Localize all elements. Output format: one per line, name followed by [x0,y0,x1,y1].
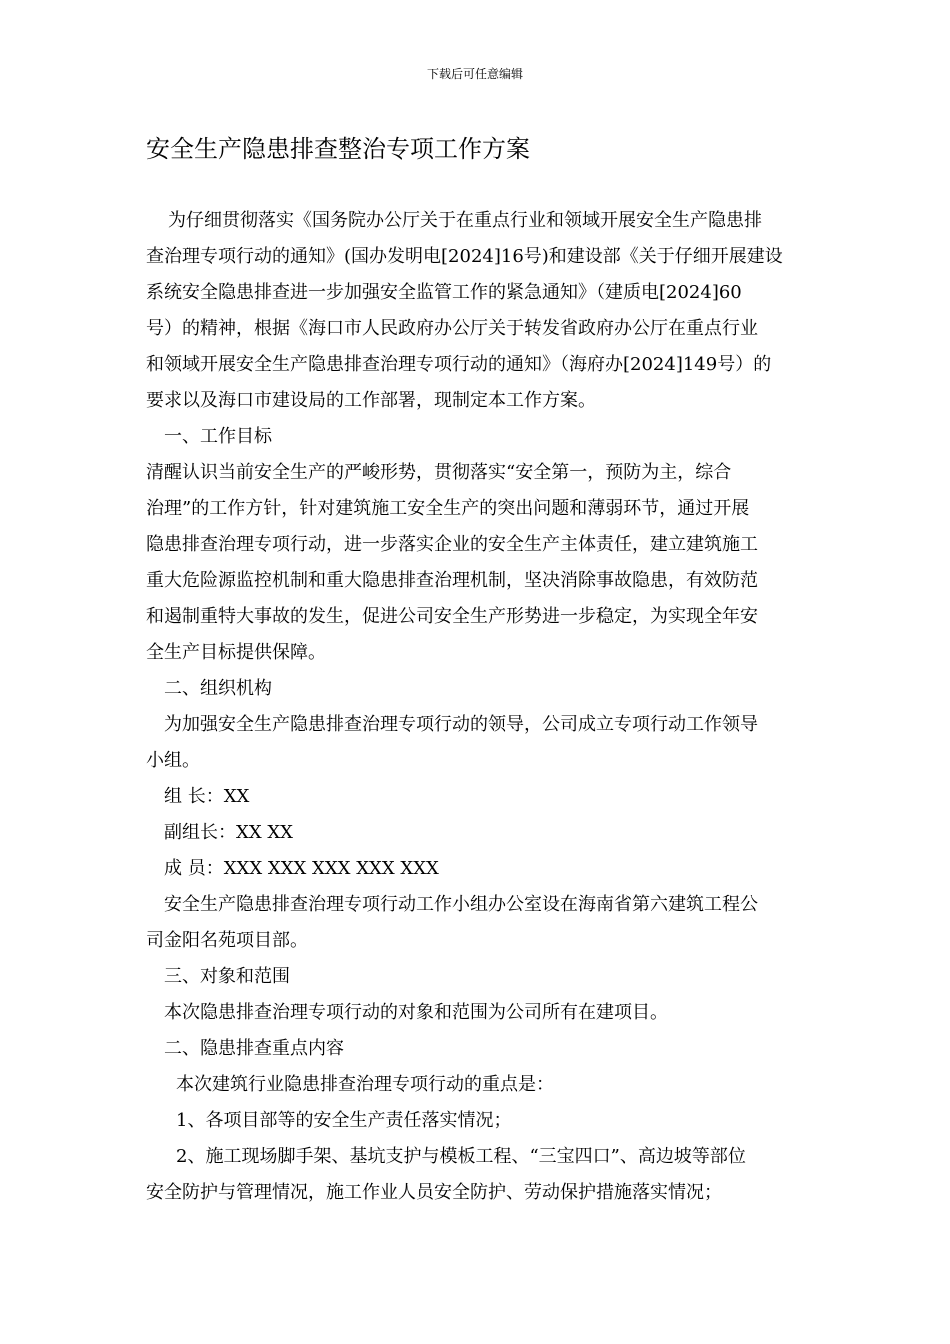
section-heading: 一、工作目标 [164,426,272,447]
intro-line: 要求以及海口市建设局的工作部署，现制定本工作方案。 [146,390,596,411]
document-title: 安全生产隐患排查整治专项工作方案 [146,135,530,163]
paragraph-line: 安全生产隐患排查治理专项行动工作小组办公室设在海南省第六建筑工程公 [164,894,758,915]
header-note: 下载后可任意编辑 [426,67,523,81]
document-body [146,203,806,1211]
paragraph-line: 和遏制重特大事故的发生，促进公司安全生产形势进一步稳定，为实现全年安 [146,606,758,627]
paragraph-line: 清醒认识当前安全生产的严峻形势，贯彻落实“安全第一，预防为主，综合 [146,462,732,483]
team-leader: 组 长：XX [164,786,250,807]
paragraph-line: 司金阳名苑项目部。 [146,930,308,951]
paragraph-line: 为加强安全生产隐患排查治理专项行动的领导，公司成立专项行动工作领导 [164,714,758,735]
paragraph-line: 全生产目标提供保障。 [146,642,326,663]
section-heading: 二、组织机构 [164,678,272,699]
intro-line: 系统安全隐患排查进一步加强安全监管工作的紧急通知》（建质电[2024]60 [146,282,742,303]
team-deputy: 副组长：XX XX [164,822,293,843]
team-members: 成 员：XXX XXX XXX XXX XXX [164,858,439,879]
paragraph-line: 本次隐患排查治理专项行动的对象和范围为公司所有在建项目。 [164,1002,668,1023]
paragraph-line: 重大危险源监控机制和重大隐患排查治理机制，坚决消除事故隐患，有效防范 [146,570,758,591]
intro-line: 为仔细贯彻落实《国务院办公厅关于在重点行业和领域开展安全生产隐患排 [168,210,762,231]
intro-line: 查治理专项行动的通知》(国办发明电[2024]16号)和建设部《关于仔细开展建设 [146,246,783,267]
section-heading: 三、对象和范围 [164,966,290,987]
paragraph-line: 治理”的工作方针，针对建筑施工安全生产的突出问题和薄弱环节，通过开展 [146,498,750,519]
section-heading: 二、隐患排查重点内容 [164,1038,344,1059]
list-item-continuation: 安全防护与管理情况，施工作业人员安全防护、劳动保护措施落实情况； [146,1182,722,1203]
paragraph-line: 小组。 [146,750,200,771]
intro-line: 和领域开展安全生产隐患排查治理专项行动的通知》（海府办[2024]149号）的 [146,354,772,375]
paragraph-line: 隐患排查治理专项行动，进一步落实企业的安全生产主体责任，建立建筑施工 [146,534,758,555]
list-item: 1、各项目部等的安全生产责任落实情况； [176,1110,512,1131]
paragraph-line: 本次建筑行业隐患排查治理专项行动的重点是： [176,1074,554,1095]
list-item: 2、施工现场脚手架、基坑支护与模板工程、“三宝四口”、高边坡等部位 [176,1146,746,1167]
intro-line: 号）的精神，根据《海口市人民政府办公厅关于转发省政府办公厅在重点行业 [146,318,758,339]
